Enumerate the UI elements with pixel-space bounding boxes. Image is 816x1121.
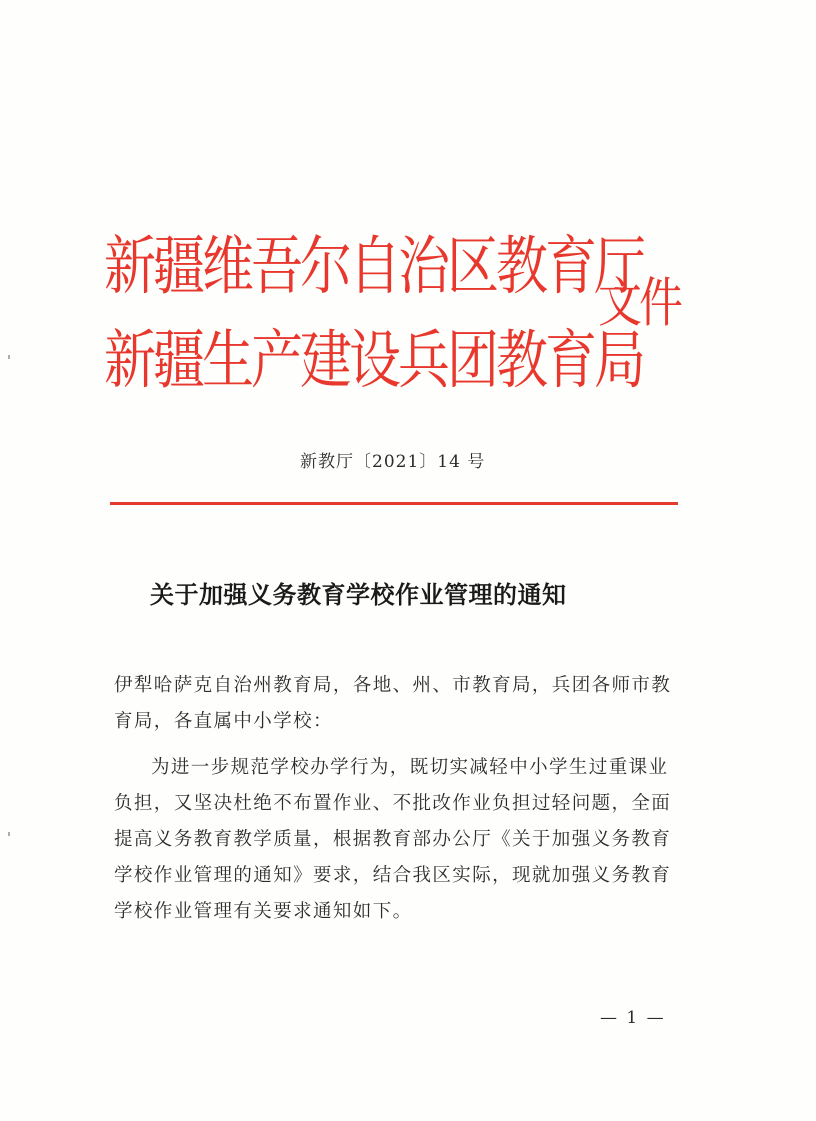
issuer-name-line-2: 新疆生产建设兵团教育局 — [104, 324, 644, 398]
paragraph-line: 学校作业管理的通知》要求，结合我区实际，现就加强义务教育 — [114, 865, 672, 886]
addressee-block — [114, 668, 684, 740]
page-number: — 1 — — [600, 1008, 666, 1028]
document-title: 关于加强义务教育学校作业管理的通知 — [150, 580, 567, 609]
body-paragraph-1 — [114, 750, 684, 930]
scan-artifact — [8, 355, 10, 359]
paragraph-line: 负担，又坚决杜绝不布置作业、不批改作业负担过轻问题，全面 — [114, 793, 672, 814]
paragraph-line: 为进一步规范学校办学行为，既切实减轻中小学生过重课业 — [151, 757, 669, 778]
document-type-label: 文件 — [598, 272, 680, 335]
document-number: 新教厅〔2021〕14 号 — [300, 452, 486, 472]
red-divider-line — [110, 502, 678, 505]
addressee-line: 伊犁哈萨克自治州教育局，各地、州、市教育局，兵团各师市教 — [114, 675, 672, 696]
paragraph-line: 提高义务教育教学质量，根据教育部办公厅《关于加强义务教育 — [114, 829, 672, 850]
paragraph-line: 学校作业管理有关要求通知如下。 — [114, 901, 413, 922]
issuer-name-line-1: 新疆维吾尔自治区教育厅 — [104, 230, 644, 304]
addressee-line: 育局，各直属中小学校： — [114, 711, 333, 732]
scan-artifact — [8, 832, 10, 836]
